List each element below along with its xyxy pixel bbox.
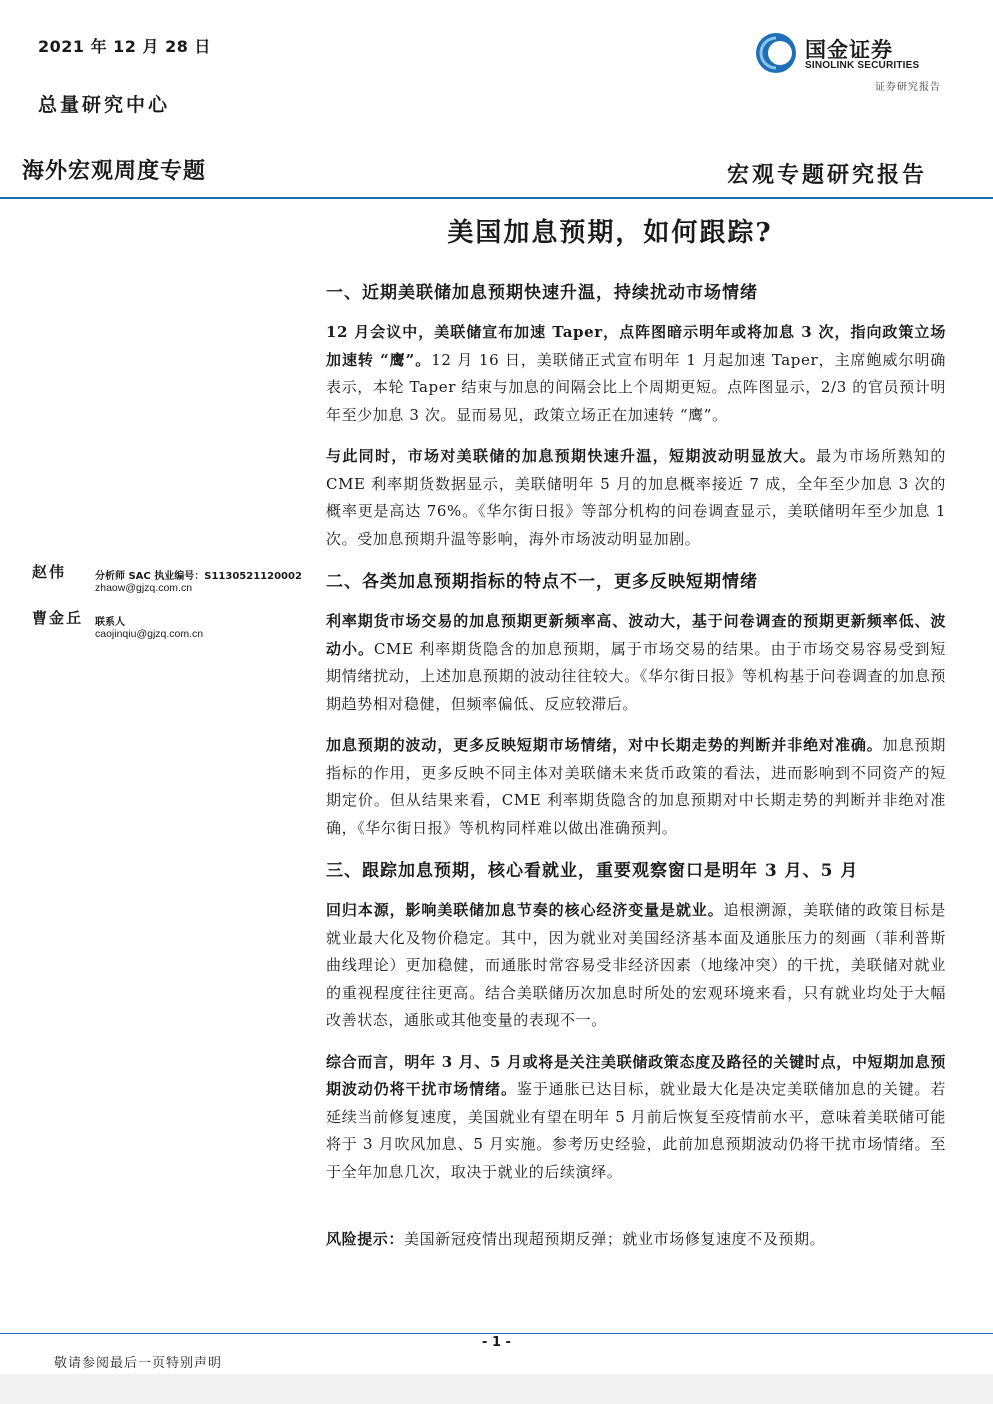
analyst-email[interactable]: zhaow@gjzq.com.cn xyxy=(95,582,193,594)
logo-mark-icon xyxy=(755,32,797,74)
paragraph xyxy=(326,1049,946,1187)
analyst-name: 曹金丘 xyxy=(32,609,84,627)
paragraph xyxy=(326,319,946,429)
paragraph-text: CME 利率期货隐含的加息预期，属于市场交易的结果。由于市场交易容易受到短期情绪扰动，上述加息预期的波动往往较大。《华尔街日报》等机构基于问卷调查的加息预期趋势相对稳健，但频率偏低、反应较滞后。 xyxy=(326,639,946,713)
page-title: 美国加息预期，如何跟踪? xyxy=(447,218,773,248)
paragraph-lead: 回归本源，影响美联储加息节奏的核心经济变量是就业。 xyxy=(326,901,724,919)
paragraph-lead: 利率期货市场交易的加息预期更新频率高、波动大，基于问卷调查的预期更新频率低、波动小。 xyxy=(326,612,946,658)
paragraph-text: 追根溯源，美联储的政策目标是就业最大化及物价稳定。其中，因为就业对美国经济基本面及通胀压力的刻画（菲利普斯曲线理论）更加稳健，而通胀时常容易受非经济因素（地缘冲突）的干扰，美联储对就业的重视程度往往更高。结合美联储历次加息时所处的宏观环境来看，只有就业均处于大幅改善状态，通胀或其他变量的表现不一。 xyxy=(326,901,946,1029)
paragraph-lead: 12 月会议中，美联储宣布加速 Taper，点阵图暗示明年或将加息 3 次，指向政策立场加速转 “鹰”。 xyxy=(326,323,946,369)
paragraph-text: 12 月 16 日，美联储正式宣布明年 1 月起加速 Taper，主席鲍威尔明确表示，本轮 Taper 结束与加息的间隔会比上个周期更短。点阵图显示，2/3 的官员预计明年至少加息 3 次。显而易见，政策立场正在加速转 “鹰”。 xyxy=(326,350,946,424)
paragraph xyxy=(326,732,946,842)
paragraph xyxy=(326,897,946,1035)
logo-name-en: SINOLINK SECURITIES xyxy=(805,60,920,71)
paragraph-text: 鉴于通胀已达目标，就业最大化是决定美联储加息的关键。若延续当前修复速度，美国就业有望在明年 5 月前后恢复至疫情前水平，意味着美联储可能将于 3 月吹风加息、5 月实施。参考历史经验，此前加息预期波动仍将干扰市场情绪。至于全年加息几次，取决于就业的后续演绎。 xyxy=(326,1080,947,1181)
disclaimer-note: 敬请参阅最后一页特别声明 xyxy=(54,1356,223,1371)
paragraph-lead: 与此同时，市场对美联储的加息预期快速升温，短期波动明显放大。 xyxy=(326,447,817,465)
risk-label: 风险提示： xyxy=(326,1230,405,1248)
report-type: 宏观专题研究报告 xyxy=(726,162,927,188)
risk-warning xyxy=(326,1226,946,1254)
analyst-entry xyxy=(32,561,312,607)
research-center: 总量研究中心 xyxy=(38,94,171,116)
analyst-entry xyxy=(32,607,312,653)
analyst-role: 联系人 xyxy=(95,617,125,628)
footer-divider xyxy=(0,1333,993,1334)
paragraph xyxy=(326,443,946,553)
report-body xyxy=(326,278,946,1268)
footer-bar xyxy=(0,1374,993,1404)
company-logo xyxy=(755,30,941,100)
risk-text: 美国新冠疫情出现超预期反弹；就业市场修复速度不及预期。 xyxy=(404,1230,826,1248)
logo-name-cn: 国金证券 xyxy=(805,38,893,62)
paragraph-text: 加息预期指标的作用，更多反映不同主体对美联储未来货币政策的看法，进而影响到不同资产的短期定价。但从结果来看，CME 利率期货隐含的加息预期对中长期走势的判断并非绝对准确，《华尔街日报》等机构同样难以做出准确预判。 xyxy=(326,736,946,837)
page-number: - 1 - xyxy=(482,1335,511,1350)
analyst-email[interactable]: caojinqiu@gjzq.com.cn xyxy=(95,628,204,640)
analyst-panel xyxy=(32,561,312,653)
paragraph xyxy=(326,608,946,718)
report-date: 2021 年 12 月 28 日 xyxy=(38,37,211,56)
paragraph-lead: 综合而言，明年 3 月、5 月或将是关注美联储政策态度及路径的关键时点，中短期加息预期波动仍将干扰市场情绪。 xyxy=(326,1052,946,1098)
section-heading-2: 二、各类加息预期指标的特点不一，更多反映短期情绪 xyxy=(326,572,758,592)
logo-subtitle: 证券研究报告 xyxy=(875,82,941,93)
analyst-role: 分析师 SAC 执业编号：S1130521120002 xyxy=(95,571,302,582)
paragraph-lead: 加息预期的波动，更多反映短期市场情绪，对中长期走势的判断并非绝对准确。 xyxy=(326,736,883,754)
header-divider xyxy=(0,197,993,199)
report-series: 海外宏观周度专题 xyxy=(22,159,207,184)
section-heading-1: 一、近期美联储加息预期快速升温，持续扰动市场情绪 xyxy=(326,283,758,303)
section-heading-3: 三、跟踪加息预期，核心看就业，重要观察窗口是明年 3 月、5 月 xyxy=(326,861,859,881)
analyst-name: 赵伟 xyxy=(32,563,67,581)
paragraph-text: 最为市场所熟知的 CME 利率期货数据显示，美联储明年 5 月的加息概率接近 7 成，全年至少加息 3 次的概率更是高达 76%。《华尔街日报》等部分机构的问卷调查显示，美联储明年至少加息 1 次。受加息预期升温等影响，海外市场波动明显加剧。 xyxy=(326,447,946,548)
